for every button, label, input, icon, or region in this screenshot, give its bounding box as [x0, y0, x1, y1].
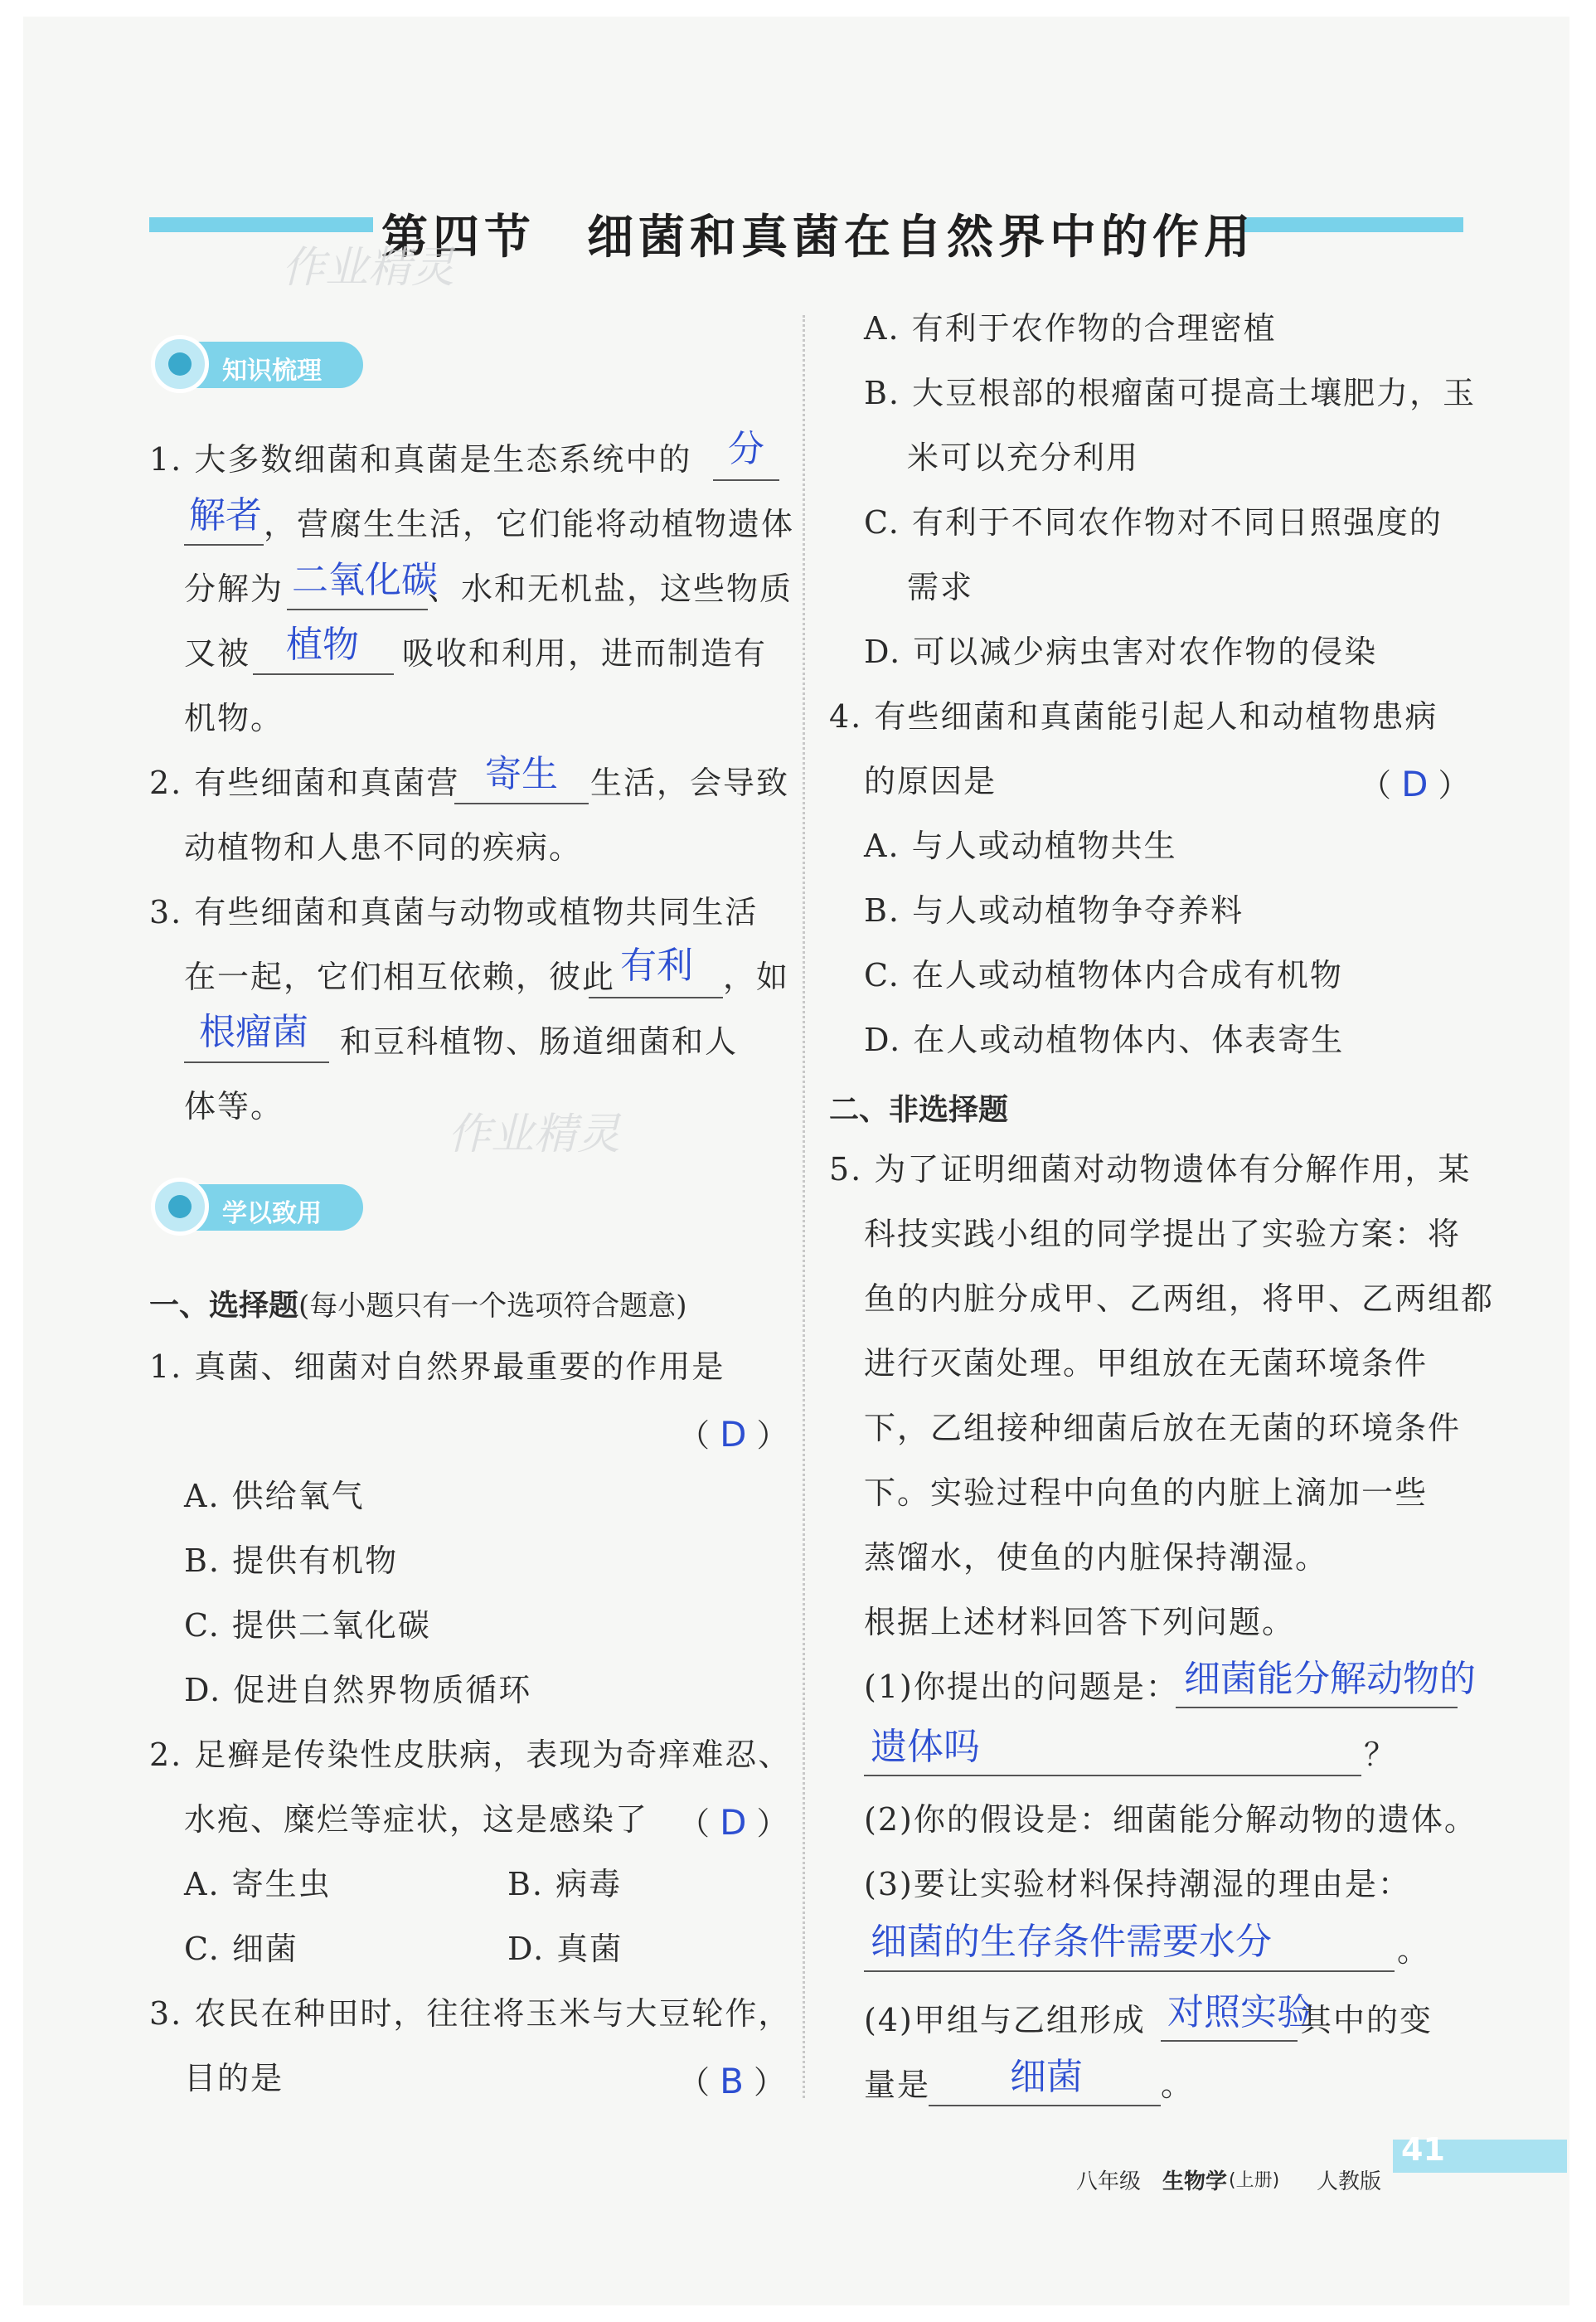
q5-sub3: (3)要让实验材料保持潮湿的理由是：: [864, 1866, 1411, 1902]
blank: [454, 803, 589, 804]
answer: 分: [728, 428, 764, 470]
nmc-heading: 二、非选择题: [829, 1093, 1009, 1127]
option: A. 寄生虫: [184, 1866, 332, 1902]
page-title: 第四节 细菌和真菌在自然界中的作用: [381, 211, 1255, 265]
option: C. 有利于不同农作物对不同日照强度的: [864, 504, 1443, 541]
page-number: 41: [1401, 2131, 1445, 2168]
q5-line: 下，乙组接种细菌后放在无菌的环境条件: [864, 1410, 1462, 1446]
option: A. 与人或动植物共生: [864, 828, 1177, 864]
k3-line3: 和豆科植物、肠道细菌和人: [340, 1023, 739, 1060]
q5-line: 进行灭菌处理。甲组放在无菌环境条件: [864, 1345, 1429, 1382]
badge-icon: [151, 335, 209, 393]
k1-line3a: 分解为: [184, 571, 284, 607]
answer: 植物: [286, 624, 359, 666]
option: B. 提供有机物: [184, 1542, 399, 1579]
k3-line1: 3. 有些细菌和真菌与动物或植物共同生活: [149, 894, 759, 930]
q5-line: 科技实践小组的同学提出了实验方案：将: [864, 1216, 1462, 1252]
k2-line1b: 生活，会导致: [590, 765, 790, 801]
footer-subject: 生物学: [1162, 2169, 1228, 2194]
answer: 解者: [189, 494, 262, 537]
badge-label: 知识梳理: [222, 357, 322, 386]
q5-line: 鱼的内脏分成甲、乙两组，将甲、乙两组都: [864, 1280, 1495, 1317]
option: D. 促进自然界物质循环: [184, 1672, 532, 1708]
watermark: 作业精灵: [282, 243, 455, 293]
answer-paren: （ D ）: [678, 1414, 788, 1455]
blank: [287, 609, 428, 610]
q5-sub3-end: 。: [1397, 1932, 1431, 1969]
answer: 细菌的生存条件需要水分: [871, 1921, 1272, 1963]
q5-sub1: (1)你提出的问题是：: [864, 1669, 1179, 1705]
mc-q4-line2: 的原因是: [864, 763, 997, 799]
k3-line4: 体等。: [184, 1088, 284, 1125]
answer: 寄生: [485, 753, 558, 795]
badge-label: 学以致用: [222, 1199, 322, 1228]
mc-q2-line2: 水疱、糜烂等症状，这是感染了: [184, 1801, 649, 1838]
blank: [864, 1775, 1361, 1776]
blank: [253, 673, 394, 675]
q5-sub4b: 其中的变: [1300, 2002, 1433, 2038]
option: C. 细菌: [184, 1931, 298, 1967]
k3-line2b: ，如: [723, 959, 790, 995]
section-badge-knowledge: [156, 342, 363, 388]
option: C. 在人或动植物体内合成有机物: [864, 957, 1343, 993]
k1-line5: 机物。: [184, 700, 284, 736]
mc-q3-line2: 目的是: [184, 2060, 284, 2096]
q5-line: 蒸馏水，使鱼的内脏保持潮湿。: [864, 1539, 1329, 1576]
option: D. 在人或动植物体内、体表寄生: [864, 1022, 1345, 1058]
k1-line4b: 吸收和利用，进而制造有: [402, 635, 768, 672]
q5-sub4c: 量是: [864, 2067, 931, 2103]
title-bar-right: [1244, 217, 1463, 232]
section-badge-application: [156, 1184, 363, 1231]
mc-q1-stem: 1. 真菌、细菌对自然界最重要的作用是: [149, 1348, 725, 1385]
answer: 遗体吗: [871, 1726, 980, 1768]
option-cont: 需求: [907, 569, 974, 605]
option: B. 病毒: [507, 1866, 623, 1902]
k2-line1a: 2. 有些细菌和真菌营: [149, 765, 460, 801]
k1-line1: 1. 大多数细菌和真菌是生态系统中的: [149, 441, 692, 478]
q5-sub1-end: ？: [1364, 1737, 1398, 1773]
footer-grade: 八年级: [1076, 2169, 1142, 2194]
answer: 有利: [620, 945, 693, 987]
blank: [589, 997, 723, 998]
option: A. 有利于农作物的合理密植: [864, 310, 1277, 347]
title-bar-left: [149, 217, 373, 232]
q5-line: 5. 为了证明细菌对动物遗体有分解作用，某: [829, 1151, 1472, 1188]
mc-q3-line1: 3. 农民在种田时，往往将玉米与大豆轮作，: [149, 1995, 792, 2032]
answer: 二氧化碳: [292, 559, 438, 601]
q5-sub4a: (4)甲组与乙组形成: [864, 2002, 1146, 2038]
mc-q4-line1: 4. 有些细菌和真菌能引起人和动植物患病: [829, 698, 1438, 735]
k2-line2: 动植物和人患不同的疾病。: [184, 829, 583, 866]
footer-volume: (上册): [1229, 2170, 1280, 2191]
q5-line: 下。实验过程中向鱼的内脏上滴加一些: [864, 1474, 1429, 1511]
q5-line: 根据上述材料回答下列问题。: [864, 1604, 1296, 1640]
k3-line2a: 在一起，它们相互依赖，彼此: [184, 959, 616, 995]
answer-paren: （ D ）: [678, 1802, 788, 1843]
k1-line2: ，营腐生生活，它们能将动植物遗体: [264, 506, 795, 542]
answer: 根瘤菌: [199, 1011, 308, 1053]
blank: [929, 2105, 1161, 2106]
k1-line3b: 、水和无机盐，这些物质: [428, 571, 793, 607]
option: D. 可以减少病虫害对农作物的侵染: [864, 634, 1378, 670]
badge-icon: [151, 1178, 209, 1236]
answer-paren: （ D ）: [1360, 764, 1470, 804]
blank: [184, 1061, 329, 1063]
watermark: 作业精灵: [448, 1110, 621, 1159]
mc-q2-line1: 2. 足癣是传染性皮肤病，表现为奇痒难忍、: [149, 1737, 792, 1773]
option: D. 真菌: [507, 1931, 623, 1967]
option: B. 与人或动植物争夺养料: [864, 892, 1244, 929]
blank: [864, 1970, 1395, 1972]
mc-heading: 一、选择题(每小题只有一个选项符合题意): [149, 1289, 687, 1323]
option: C. 提供二氧化碳: [184, 1607, 431, 1644]
column-divider: [803, 315, 805, 2098]
option-cont: 米可以充分利用: [907, 440, 1140, 476]
blank: [1176, 1707, 1458, 1708]
q5-sub2: (2)你的假设是：细菌能分解动物的遗体。: [864, 1801, 1477, 1838]
answer: 细菌: [1010, 2056, 1083, 2098]
answer-paren: （ B ）: [678, 2061, 786, 2101]
option: A. 供给氧气: [184, 1478, 365, 1514]
option: B. 大豆根部的根瘤菌可提高土壤肥力，玉: [864, 375, 1477, 411]
footer-edition: 人教版: [1317, 2169, 1382, 2194]
q5-sub4-end: 。: [1161, 2067, 1195, 2103]
blank: [184, 544, 264, 546]
blank: [1161, 2040, 1298, 2042]
answer: 细菌能分解动物的: [1184, 1658, 1476, 1700]
answer: 对照实验: [1167, 1991, 1313, 2033]
blank: [713, 479, 779, 481]
k1-line4a: 又被: [184, 635, 251, 672]
